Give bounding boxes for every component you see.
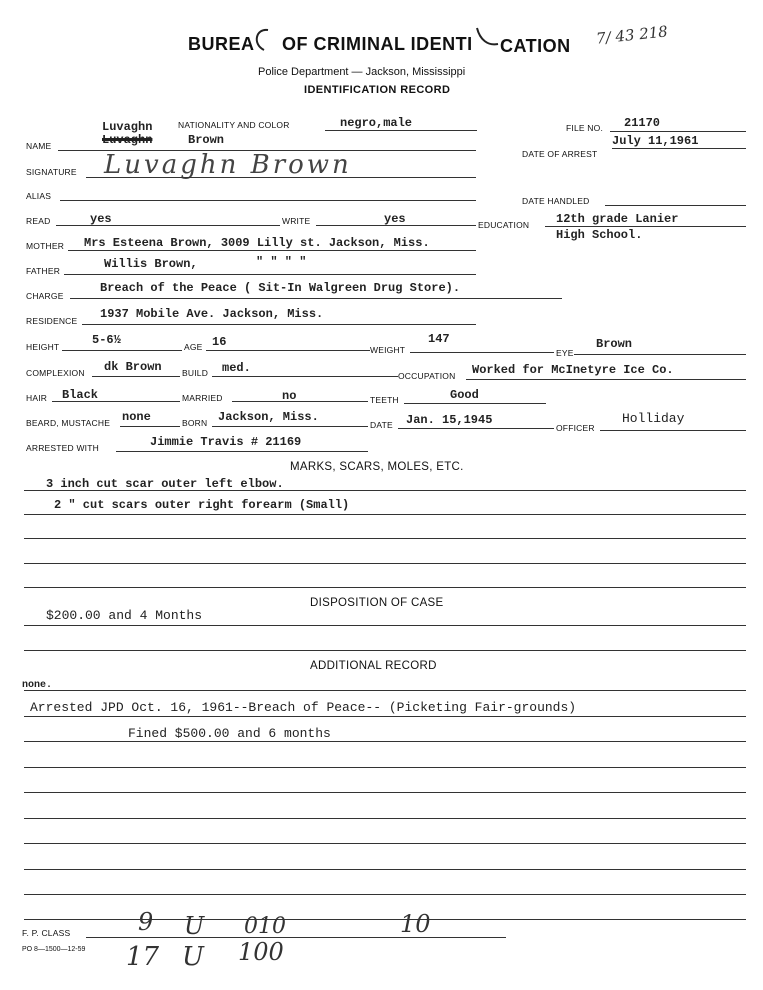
father-label: FATHER	[26, 266, 61, 276]
born-label: BORN	[182, 418, 208, 428]
fp-class-r1-c2: U	[184, 912, 205, 940]
marks-line-1: 3 inch cut scar outer left elbow.	[46, 477, 284, 491]
ink-mark	[246, 24, 276, 54]
fp-class-r1-c3: 010	[244, 914, 286, 939]
date-of-arrest-label: DATE OF ARREST	[522, 149, 598, 159]
read-label: READ	[26, 216, 51, 226]
alias-label: ALIAS	[26, 191, 52, 201]
teeth-label: TEETH	[370, 395, 399, 405]
education-label: EDUCATION	[478, 220, 530, 230]
signature-label: SIGNATURE	[26, 167, 77, 177]
weight-value: 147	[428, 332, 450, 346]
occupation-value: Worked for McInetyre Ice Co.	[472, 363, 674, 377]
beard-label: BEARD, MUSTACHE	[26, 418, 111, 428]
arrested-with-label: ARRESTED WITH	[26, 443, 99, 453]
age-value: 16	[212, 335, 227, 349]
additional-section-title: ADDITIONAL RECORD	[310, 660, 437, 672]
date-value: Jan. 15,1945	[406, 413, 493, 427]
married-label: MARRIED	[182, 393, 223, 403]
fp-class-label: F. P. CLASS	[22, 928, 71, 938]
date-of-arrest-value: July 11,1961	[612, 134, 699, 148]
fp-class-r2-c3: 100	[238, 938, 284, 966]
born-value: Jackson, Miss.	[218, 410, 319, 424]
record-type: IDENTIFICATION RECORD	[304, 84, 451, 96]
height-value: 5-6½	[92, 333, 121, 347]
mother-value: Mrs Esteena Brown, 3009 Lilly st. Jackson, Miss.	[84, 236, 430, 250]
height-label: HEIGHT	[26, 342, 60, 352]
disposition-value: $200.00 and 4 Months	[46, 608, 203, 623]
name-struck-value: Luvaghn	[102, 133, 153, 147]
read-value: yes	[90, 212, 112, 226]
teeth-value: Good	[450, 388, 479, 402]
charge-value: Breach of the Peace ( Sit-In Walgreen Drug Store).	[100, 281, 461, 295]
additional-line-1: none.	[22, 680, 53, 691]
beard-value: none	[122, 410, 151, 424]
eye-label: EYE	[556, 348, 574, 358]
marks-line-2: 2 " cut scars outer right forearm (Small)	[54, 498, 350, 512]
form-number: PO 8—1500—12-59	[22, 946, 86, 953]
father-ditto-marks: " " " "	[256, 255, 307, 269]
fp-class-r1-c1: 9	[138, 908, 154, 936]
write-value: yes	[384, 212, 406, 226]
married-value: no	[282, 389, 297, 403]
fp-class-r2-c2: U	[182, 942, 204, 972]
complexion-label: COMPLEXION	[26, 368, 85, 378]
age-label: AGE	[184, 342, 203, 352]
additional-line-2: Arrested JPD Oct. 16, 1961--Breach of Peace-- (Picketing Fair-grounds)	[30, 700, 577, 715]
handwritten-file-number: 7/ 43 218	[595, 22, 669, 48]
education-value-1: 12th grade Lanier	[556, 212, 679, 226]
name-label: NAME	[26, 141, 52, 151]
officer-value: Holliday	[622, 411, 685, 426]
arrested-with-value: Jimmie Travis # 21169	[150, 435, 302, 449]
residence-label: RESIDENCE	[26, 316, 78, 326]
form-title-left: BUREA	[188, 34, 255, 54]
education-value-2: High School.	[556, 228, 643, 242]
hair-value: Black	[62, 388, 99, 402]
father-value: Willis Brown,	[104, 257, 198, 271]
date-handled-label: DATE HANDLED	[522, 196, 590, 206]
form-title-right: OF CRIMINAL IDENTI	[282, 34, 473, 54]
ink-mark	[472, 22, 502, 52]
marks-section-title: MARKS, SCARS, MOLES, ETC.	[290, 461, 464, 473]
department-line: Police Department — Jackson, Mississippi	[258, 66, 466, 78]
build-label: BUILD	[182, 368, 209, 378]
name-last-value: Brown	[188, 133, 225, 147]
file-no-value: 21170	[624, 116, 661, 130]
additional-line-3: Fined $500.00 and 6 months	[128, 726, 331, 741]
residence-value: 1937 Mobile Ave. Jackson, Miss.	[100, 307, 324, 321]
file-no-label: FILE NO.	[566, 123, 604, 133]
weight-label: WEIGHT	[370, 345, 406, 355]
eye-value: Brown	[596, 337, 633, 351]
nationality-value: negro,male	[340, 116, 413, 130]
signature-value: Luvaghn Brown	[104, 150, 352, 180]
disposition-section-title: DISPOSITION OF CASE	[310, 597, 444, 609]
date-label: DATE	[370, 420, 393, 430]
build-value: med.	[222, 361, 251, 375]
name-first-value: Luvaghn	[102, 120, 153, 134]
write-label: WRITE	[282, 216, 311, 226]
hair-label: HAIR	[26, 393, 48, 403]
nationality-label: NATIONALITY AND COLOR	[178, 120, 290, 130]
occupation-label: OCCUPATION	[398, 371, 456, 381]
officer-label: OFFICER	[556, 423, 595, 433]
mother-label: MOTHER	[26, 241, 65, 251]
charge-label: CHARGE	[26, 291, 64, 301]
complexion-value: dk Brown	[104, 360, 162, 374]
fp-class-r1-c4: 10	[400, 910, 431, 938]
fp-class-r2-c1: 17	[126, 942, 160, 972]
form-title-end: CATION	[500, 36, 571, 56]
